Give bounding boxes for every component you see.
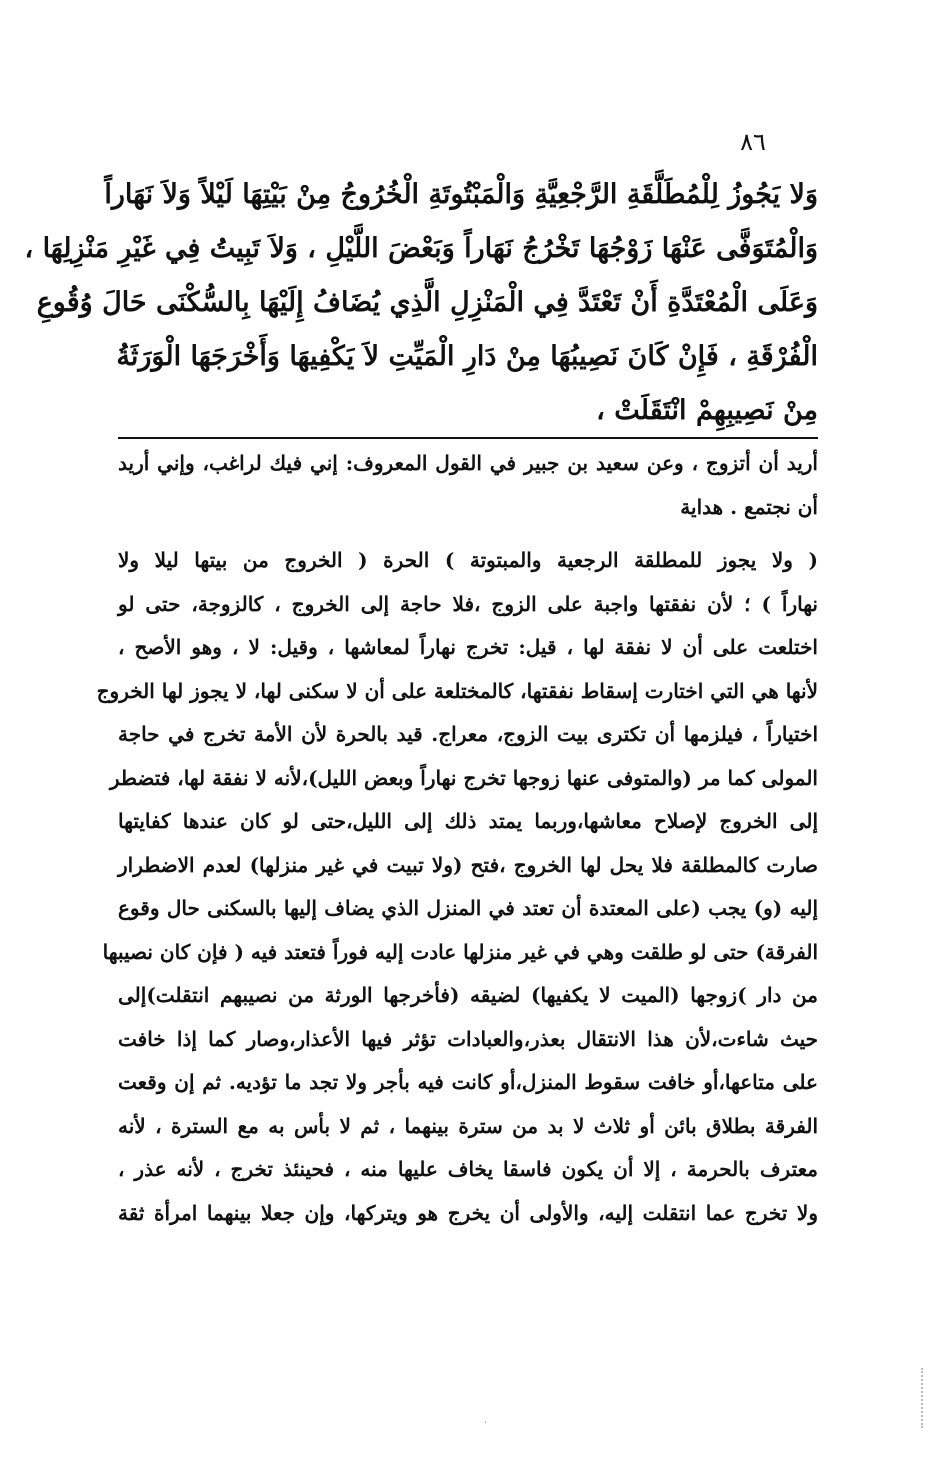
main-text-line: الْفُرْقَةِ ، فَإِنْ كَانَ نَصِيبُهَا مِنْ دَارِ الْمَيِّتِ لاَ يَكْفِيهَا وَأَخْرَجَهَا الْوَرَثَةُ bbox=[116, 341, 818, 372]
commentary-line: ( ولا يجوز للمطلقة الرجعية والمبتوتة ) الحرة ( الخروج من بيتها ليلا ولا bbox=[118, 548, 818, 572]
section-divider bbox=[118, 437, 818, 439]
commentary-line: الفرقة بطلاق بائن أو ثلاث لا بد من سترة بينهما ، ثم لا بأس به مع السترة ، لأنه bbox=[118, 1113, 818, 1138]
commentary-line: اختلعت على أن لا نفقة لها ، قيل: تخرج نهاراً لمعاشها ، وقيل: لا ، وهو الأصح ، bbox=[118, 635, 818, 659]
page-edge-mark bbox=[921, 1368, 925, 1428]
commentary-line: صارت كالمطلقة فلا يحل لها الخروج ،فتح (ولا تبيت في غير منزلها) لعدم الاضطرار bbox=[118, 852, 818, 877]
commentary-block bbox=[96, 442, 818, 1235]
commentary-line: نهاراً ) ؛ لأن نفقتها واجبة على الزوج ،فلا حاجة إلى الخروج ، كالزوجة، حتى لو bbox=[118, 591, 818, 616]
commentary-line: إليه (و) يجب (على المعتدة أن تعتد في المنزل الذي يضاف إليها بالسكنى حال وقوع bbox=[118, 896, 818, 920]
commentary-line: أريد أن أتزوج ، وعن سعيد بن جبير في القول المعروف: إني فيك لراغب، وإني أريد bbox=[118, 451, 818, 475]
page-number: ٨٦ bbox=[740, 128, 766, 156]
commentary-line: المولى كما مر (والمتوفى عنها زوجها تخرج نهاراً وبعض الليل)،لأنه لا نفقة لها، فتضطر bbox=[109, 765, 818, 790]
commentary-line: ولا تخرج عما انتقلت إليه، والأولى أن يخرج هو ويتركها، وإن جعلا بينهما امرأة ثقة bbox=[118, 1200, 818, 1225]
main-text-line: وَالْمُتَوَفَّى عَنْهَا زَوْجُهَا تَخْرُجُ نَهَاراً وَبَعْضَ اللَّيْلِ ، وَلاَ تَبِيتُ فِي غَيْرِ مَنْزِلِهَا ، bbox=[24, 233, 818, 264]
commentary-line: معترف بالحرمة ، إلا أن يكون فاسقا يخاف عليها منه ، فحينئذ تخرج ، لأنه عذر ، bbox=[118, 1157, 818, 1181]
main-text-line: وَعَلَى الْمُعْتَدَّةِ أَنْ تَعْتَدَّ فِي الْمَنْزِلِ الَّذِي يُضَافُ إِلَيْهَا بِالسُّكْنَى حَالَ وُقُوعِ bbox=[36, 287, 818, 318]
commentary-line: إلى الخروج لإصلاح معاشها،وربما يمتد ذلك إلى الليل،حتى لو كان عندها كفايتها bbox=[118, 809, 818, 833]
commentary-line: اختياراً ، فيلزمها أن تكترى بيت الزوج، معراج. قيد بالحرة لأن الأمة تخرج في حاجة bbox=[118, 722, 818, 746]
main-text-block bbox=[24, 168, 818, 438]
commentary-line: على متاعها،أو خافت سقوط المنزل،أو كانت فيه بأجر ولا تجد ما تؤديه. ثم إن وقعت bbox=[118, 1070, 818, 1094]
main-text-line: مِنْ نَصِيبِهِمْ انْتَقَلَتْ ، bbox=[596, 395, 818, 426]
commentary-line: حيث شاءت،لأن هذا الانتقال بعذر،والعبادات تؤثر فيها الأعذار،وصار كما إذا خافت bbox=[118, 1026, 818, 1051]
commentary-line: أن نجتمع . هداية bbox=[680, 494, 818, 519]
commentary-line: الفرقة) حتى لو طلقت وهي في غير منزلها عادت إليه فوراً فتعتد فيه ( فإن كان نصيبها bbox=[102, 939, 818, 964]
commentary-line: لأنها هي التي اختارت إسقاط نفقتها، كالمختلعة على أن لا سكنى لها، لا يجوز لها الخروج bbox=[96, 678, 818, 703]
main-text-line: وَلا يَجُوزُ لِلْمُطَلَّقَةِ الرَّجْعِيَّةِ وَالْمَبْتُوتَةِ الْخُرُوجُ مِنْ بَيْتِهَا لَيْلاً وَلاَ نَهَاراً bbox=[104, 179, 818, 210]
commentary-line: من دار )زوجها (الميت لا يكفيها) لضيقه (فأخرجها الورثة من نصيبهم انتقلت)إلى bbox=[118, 983, 818, 1007]
scan-speck: · bbox=[484, 1418, 488, 1429]
